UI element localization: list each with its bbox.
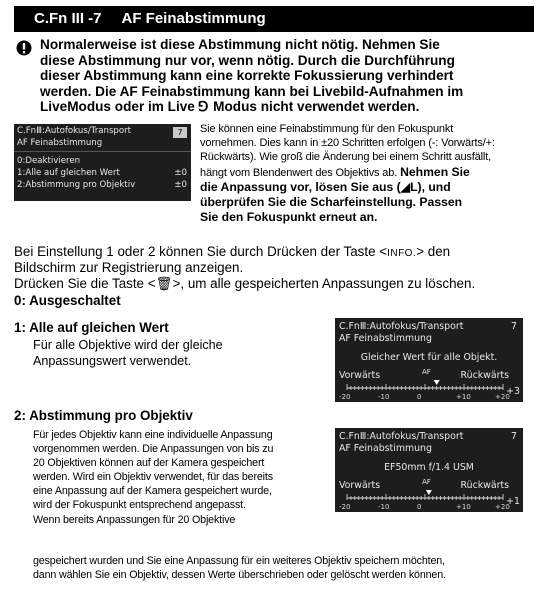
scale-marker: [426, 490, 432, 495]
screen-b-subtitle: EF50mm f/1.4 USM: [384, 462, 474, 473]
info-paragraph: Bei Einstellung 1 oder 2 können Sie durch Drücken der Taste <INFO.> den: [14, 244, 451, 259]
option-2-body-cont: gespeichert wurden und Sie eine Anpassung für ein weiteres Objektiv speichern möchten, dann wählen Sie ein Objektiv, dessen Werte überschrieben oder gelöscht werden können.: [33, 555, 446, 582]
scale-tick-label: +10: [456, 503, 471, 511]
scale-tick-label: 0: [417, 503, 422, 511]
menu-item-2-value: ±0: [174, 180, 187, 190]
info-key: INFO.: [387, 248, 417, 259]
scale-tick-label: +20: [495, 393, 510, 401]
option-2-heading: 2: Abstimmung pro Objektiv: [14, 408, 193, 423]
menu-item-1[interactable]: 1:Alle auf gleichen Wert: [17, 168, 120, 178]
option-0-heading: 0: Ausgeschaltet: [14, 293, 121, 308]
af-icon: AF: [422, 478, 431, 486]
delete-paragraph: Drücken Sie die Taste <🗑︎>, um alle gespeicherten Anpassungen zu löschen.: [14, 276, 476, 291]
scale-tick-label: -20: [339, 393, 351, 401]
scale-tick-label: -10: [378, 393, 390, 401]
menu-screen-subtitle: AF Feinabstimmung: [17, 138, 103, 148]
af-icon: AF: [422, 368, 431, 376]
menu-screen: [14, 124, 191, 201]
menu-item-1-value: ±0: [174, 168, 187, 178]
screen-a-subtitle: Gleicher Wert für alle Objekt.: [360, 352, 498, 363]
description-text: Sie können eine Feinabstimmung für den Fokuspunkt vornehmen. Dies kann in ±20 Schritten erfolgen (-: Vorwärts/+: Rückwärts). Wie groß die Änderung bei einem Schritt ausfällt, hängt vom Blendenwert des Objektivs ab. Nehmen Sie die Anpassung vor, lösen Sie aus (◢L), und überprüfen Sie die Scharfeinstellung. Passen Sie den Fokuspunkt erneut an.: [200, 123, 495, 225]
option-1-body: Für alle Objektive wird der gleiche Anpassungswert verwendet.: [33, 338, 223, 368]
option-1-heading: 1: Alle auf gleichen Wert: [14, 320, 169, 335]
section-header: [14, 6, 534, 32]
scale-tick-label: -10: [378, 503, 390, 511]
menu-item-0[interactable]: 0:Deaktivieren: [17, 156, 81, 166]
scale-marker: [434, 380, 440, 385]
menu-screen-title: C.FnⅢ:Autofokus/Transport: [17, 126, 132, 136]
trash-icon: 🗑︎: [155, 276, 173, 291]
scale-b-value: +1: [506, 496, 520, 507]
scale-tick-label: -20: [339, 503, 351, 511]
scale-a-value: +3: [506, 386, 520, 397]
adjust-scale-b[interactable]: [343, 490, 511, 502]
section-code: C.Fn III -7: [34, 10, 102, 27]
warning-text: Normalerweise ist diese Abstimmung nicht nötig. Nehmen Sie diese Abstimmung nur vor, wenn nötig. Durch die Durchführung dieser Abstimmung kann eine korrekte Fokussierung verhindert werden. Die AF Feinabstimmung kann bei Livebild-Aufnahmen im LiveModus oder im Live ⅁ Modus nicht verwendet werden.: [40, 37, 464, 115]
screen-all-same: C.FnⅢ:Autofokus/Transport 7 AF Feinabstimmung Gleicher Wert für alle Objekt. Vorwärts AF Rückwärts +3 -20 -10 0 +10 +20: [335, 318, 523, 402]
menu-screen-badge: 7: [173, 127, 187, 138]
scale-tick-label: +10: [456, 393, 471, 401]
scale-tick-label: 0: [417, 393, 422, 401]
adjust-scale-a[interactable]: [343, 380, 511, 392]
screen-per-lens: C.FnⅢ:Autofokus/Transport 7 AF Feinabstimmung EF50mm f/1.4 USM Vorwärts AF Rückwärts +1 -20 -10 0 +10 +20: [335, 428, 523, 512]
live-mode-icon: ⅁: [197, 99, 209, 115]
section-title: AF Feinabstimmung: [121, 10, 266, 27]
scale-tick-label: +20: [495, 503, 510, 511]
option-2-body: Für jedes Objektiv kann eine individuelle Anpassung vorgenommen werden. Die Anpassungen von bis zu 20 Objektiven können auf der Kamera gespeichert werden. Wird ein Objektiv verwendet, für das bereits eine Anpassung auf der Kamera gespeichert wurde, wird der Fokuspunkt entsprechend angepasst. Wenn bereits Anpassungen für 20 Objektive: [33, 429, 274, 526]
shutter-icon: ◢: [400, 179, 411, 194]
info-circle-icon: [16, 40, 32, 56]
menu-item-2[interactable]: 2:Abstimmung pro Objektiv: [17, 180, 136, 190]
